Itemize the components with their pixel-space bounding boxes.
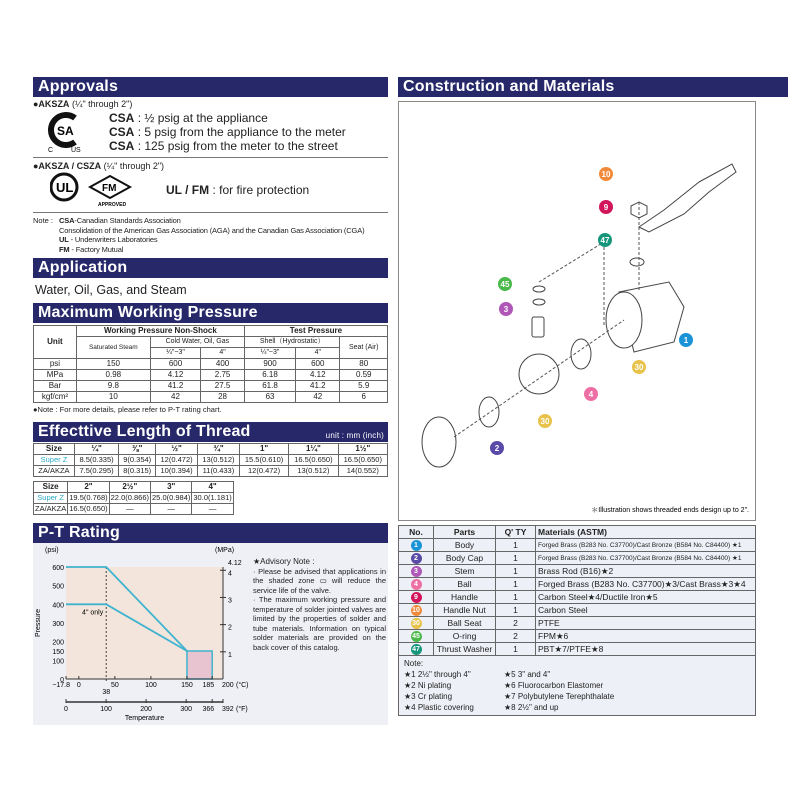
left-column — [33, 77, 388, 725]
x-tick: −17.8 — [52, 682, 70, 689]
elt-model: Super Z — [34, 455, 75, 466]
callout-4 — [584, 387, 598, 401]
mwp-cell: 0.59 — [340, 370, 388, 381]
mwp-cell: 10 — [76, 392, 150, 403]
mwp-unit: Bar — [34, 381, 77, 392]
elt-size-row — [34, 444, 388, 455]
svg-text:30: 30 — [540, 417, 550, 426]
mwp-cell: 400 — [201, 359, 245, 370]
part-name: Ball Seat — [434, 617, 496, 630]
part-qty: 2 — [496, 630, 536, 643]
mwp-cell: 0.98 — [76, 370, 150, 381]
callout-10 — [599, 167, 613, 181]
mwp-cell: 41.2 — [150, 381, 200, 392]
elt-cell: 8.5(0.335) — [74, 455, 118, 466]
part-material: Carbon Steel — [536, 604, 756, 617]
pt-header: P-T Rating — [33, 523, 388, 543]
y-tick: 500 — [52, 583, 64, 591]
x-tick: 0 — [76, 682, 81, 689]
mwp-cell: 600 — [150, 359, 200, 370]
elt-size: 1¼" — [289, 444, 338, 455]
svg-text:1: 1 — [683, 336, 689, 345]
mwp-cell: 61.8 — [244, 381, 295, 392]
elt-row — [34, 466, 388, 477]
elt-cell: 7.5(0.295) — [74, 466, 118, 477]
part-qty: 2 — [496, 617, 536, 630]
elt-cell: 13(0.512) — [289, 466, 338, 477]
parts-row — [399, 565, 756, 578]
pt-panel — [33, 543, 388, 725]
ul-fm-line: UL / FM : for fire protection — [166, 183, 310, 197]
parts-row — [399, 617, 756, 630]
group-label: ●AKSZA — [33, 99, 70, 109]
note-line: Consolidation of the American Gas Association (AGA) and the Canadian Gas Association (CGA) — [59, 225, 365, 235]
y2-tick: 3 — [228, 597, 232, 605]
elt-cell: — — [151, 504, 192, 515]
part-number-badge: 47 — [412, 646, 420, 653]
approval-group-1 — [33, 99, 388, 109]
part-material: FPM★6 — [536, 630, 756, 643]
elt-cell: 10(0.394) — [156, 466, 198, 477]
ul-fm-logos — [50, 171, 140, 209]
x-tick: 50 — [110, 682, 119, 689]
series-label: 4" only — [82, 609, 104, 617]
callout-30 — [632, 360, 646, 374]
mwp-row — [34, 381, 388, 392]
x2-tick: 366 — [202, 706, 215, 713]
callout-30 — [538, 414, 552, 428]
callout-45 — [498, 277, 512, 291]
mwp-note: ●Note : For more details, please refer to P-T rating chart. — [33, 405, 222, 414]
elt-model: ZA/AKZA — [35, 504, 67, 513]
elt-cell: 14(0.552) — [338, 466, 387, 477]
parts-row — [399, 604, 756, 617]
elt-model: ZA/AKZA — [34, 466, 75, 477]
part-number-badge: 30 — [412, 620, 420, 627]
elt-size: 2" — [68, 482, 109, 493]
svg-text:45: 45 — [500, 280, 510, 289]
footnote: ★1 2½" through 4" — [404, 670, 471, 679]
part-name: O-ring — [434, 630, 496, 643]
svg-text:3: 3 — [503, 305, 509, 314]
x-unit: (°C) — [236, 682, 249, 689]
mwp-header: Maximum Working Pressure — [33, 303, 388, 323]
y-tick: 100 — [52, 658, 64, 666]
elt-header: Effecttive Length of Thread unit : mm (inch) — [33, 422, 388, 442]
mwp-cell: 6 — [340, 392, 388, 403]
elt-size: Size — [34, 482, 68, 493]
construction-header: Construction and Materials — [398, 77, 788, 97]
svg-text:2: 2 — [494, 444, 500, 453]
svg-text:C: C — [48, 147, 54, 154]
part-name: Handle Nut — [434, 604, 496, 617]
callout-47 — [598, 233, 612, 247]
csa-lines — [109, 111, 346, 153]
x-tick: 200 — [222, 682, 234, 689]
y-tick: 600 — [52, 565, 64, 572]
application-text: Water, Oil, Gas, and Steam — [35, 283, 187, 297]
mwp-cell: 5.9 — [340, 381, 388, 392]
mwp-row — [34, 359, 388, 370]
mwp-unit: kgf/cm² — [34, 392, 77, 403]
mwp-cell: 27.5 — [201, 381, 245, 392]
advisory-item: · The maximum working pressure and temperature of solder jointed valves are limited by the properties of solder and tube materials. Information on typical solder materials are provided on the back cover of this catalog. — [253, 595, 386, 652]
diagram-box — [398, 101, 756, 521]
x2-tick: 200 — [140, 706, 152, 713]
elt-row — [34, 455, 388, 466]
part-name: Stem — [434, 565, 496, 578]
footnote: ★4 Plastic covering — [404, 703, 474, 712]
callout-2 — [490, 441, 504, 455]
elt-cell: 16.5(0.650) — [289, 455, 338, 466]
footnote: ★5 3" and 4" — [504, 670, 551, 679]
application-header: Application — [33, 258, 388, 278]
part-number-badge: 3 — [411, 566, 422, 577]
elt-size: 1" — [239, 444, 288, 455]
elt-cell: 16.5(0.650) — [69, 504, 108, 513]
part-qty: 1 — [496, 591, 536, 604]
handle-drawing — [639, 164, 736, 232]
svg-text:10: 10 — [601, 170, 611, 179]
mwp-cell: 6.18 — [244, 370, 295, 381]
mwp-cell: 41.2 — [296, 381, 340, 392]
mwp-cell: 80 — [340, 359, 388, 370]
elt-size: 4" — [192, 482, 233, 493]
x-tick: 100 — [145, 682, 157, 689]
mwp-cell: 4.12 — [296, 370, 340, 381]
x2-tick: 100 — [100, 706, 112, 713]
group-range: (¼" through 2") — [71, 99, 133, 109]
elt-cell: — — [192, 504, 233, 515]
footnote: ★7 Polybutylene Terephthalate — [504, 692, 615, 701]
part-number-badge: 9 — [411, 592, 422, 603]
x2-unit: (°F) — [236, 706, 248, 713]
approval-group-2: ●AKSZA / CSZA (¼" through 2") — [33, 161, 165, 171]
footnote: ★3 Cr plating — [404, 692, 453, 701]
mwp-cell: 4.12 — [150, 370, 200, 381]
thrust-washer-drawing — [630, 258, 644, 266]
y-label: Pressure — [35, 608, 42, 638]
elt-cell: 11(0.433) — [198, 466, 240, 477]
part-material: PBT★7/PTFE★8 — [536, 643, 756, 656]
elt-cell: 25.0(0.984) — [152, 493, 191, 502]
elt-cell: 19.5(0.768) — [69, 493, 108, 502]
advisory-note: ★Advisory Note : · Please be advised that applications in the shaded zone ▭ will reduce the service life of the valve. · The maximum working pressure and temperature of solder jointed valves are limited by the properties of solder and tube materials. Information on typical solder materials are provided on the back cover of this catalog. — [253, 557, 386, 652]
x-tick: 150 — [181, 682, 193, 689]
svg-text:SA: SA — [57, 124, 74, 138]
svg-text:47: 47 — [600, 236, 610, 245]
elt-cell: 12(0.472) — [156, 455, 198, 466]
marker-label: 38 — [102, 689, 111, 696]
callout-9 — [599, 200, 613, 214]
part-material: Forged Brass (B283 No. C37700)/Cast Bronze (B584 No. C84400) ★1 — [536, 552, 756, 565]
svg-text:4: 4 — [588, 390, 594, 399]
approvals-header: Approvals — [33, 77, 388, 97]
y-tick: 300 — [52, 621, 64, 628]
elt-cell: 30.0(1.181) — [193, 493, 232, 502]
footnote: ★8 2½" and up — [504, 703, 559, 712]
mwp-unit: psi — [34, 359, 77, 370]
y-tick: 200 — [52, 639, 64, 647]
elt-table-1 — [33, 443, 388, 477]
footnote: ★2 Ni plating — [404, 681, 452, 690]
parts-row — [399, 643, 756, 656]
elt-size: ⅜" — [119, 444, 156, 455]
part-name: Ball — [434, 578, 496, 591]
footnote: ★6 Fluorocarbon Elastomer — [504, 681, 604, 690]
y-tick: 150 — [52, 649, 64, 656]
mwp-cell: 600 — [296, 359, 340, 370]
elt-cell: 12(0.472) — [239, 466, 288, 477]
svg-text:APPROVED: APPROVED — [98, 202, 127, 208]
elt-size: ½" — [156, 444, 198, 455]
body-cap-drawing — [422, 417, 456, 467]
elt-size: 3" — [151, 482, 192, 493]
parts-notes: Note: ★1 2½" through 4" ★2 Ni plating ★3 Cr plating ★4 Plastic covering ★5 3" and 4" ★6 Fluorocarbon Elastomer ★7 Polybutylene Terephthalate ★8 2½" and up — [398, 656, 756, 716]
part-qty: 1 — [496, 539, 536, 552]
svg-text:30: 30 — [634, 363, 644, 372]
csa-line: CSA : ½ psig at the appliance — [109, 111, 268, 125]
mwp-cell: 2.75 — [201, 370, 245, 381]
callout-3 — [499, 302, 513, 316]
parts-row — [399, 539, 756, 552]
y-tick: 400 — [52, 602, 64, 610]
svg-text:UL: UL — [56, 180, 74, 195]
y2-tick: 1 — [228, 651, 232, 659]
part-material: Forged Brass (B283 No. C37700)/Cast Bronze (B584 No. C84400) ★1 — [536, 539, 756, 552]
mwp-cell: 42 — [296, 392, 340, 403]
elt-unit: unit : mm (inch) — [325, 431, 384, 440]
elt-table-2 — [33, 481, 234, 515]
part-qty: 1 — [496, 604, 536, 617]
mwp-cell: 9.8 — [76, 381, 150, 392]
y-tick: 0 — [60, 677, 64, 684]
elt-size: 1½" — [338, 444, 387, 455]
valve-exploded-diagram — [399, 102, 755, 520]
note-line: CSA-Canadian Standards Association — [59, 216, 181, 225]
elt-size: ¾" — [198, 444, 240, 455]
elt-cell: 8(0.315) — [119, 466, 156, 477]
x2-tick: 0 — [64, 706, 68, 713]
elt-cell: — — [109, 504, 150, 515]
part-qty: 1 — [496, 578, 536, 591]
part-number-badge: 1 — [411, 540, 422, 551]
stem-drawing — [532, 317, 544, 337]
mwp-row — [34, 392, 388, 403]
parts-table: No. Parts Q' TY Materials (ASTM) 1 Body 1 Forged Brass (B283 No. C37700)/Cast Bronze (B584 No. C84400) ★1 2 Body Cap 1 Forged Brass (B283 No. C37700)/Cast Bronze (B584 No. C84400) ★1 3 Stem 1 Brass Rod (B16)★2 4 Ball 1 Forged Brass (B283 No. C37700)★3/Cast Brass★3★4 9 Handle 1 Carbon Steel★4/Ductile Iron★5 10 Handle Nut 1 Carbon Steel 30 Ball Seat 2 PTFE 45 O-ring 2 FPM★6 47 Thrust Washer 1 PBT★7/PTFE★8 — [398, 525, 756, 656]
elt-size: 2½" — [109, 482, 150, 493]
divider — [33, 212, 388, 213]
elt-cell: 15.5(0.610) — [239, 455, 288, 466]
part-name: Body — [434, 539, 496, 552]
csa-line: CSA : 125 psig from the meter to the street — [109, 139, 338, 153]
part-name: Thrust Washer — [434, 643, 496, 656]
part-qty: 1 — [496, 643, 536, 656]
illustration-footnote: ＊Illustration shows threaded ends design up to 2". — [591, 507, 749, 514]
part-material: Carbon Steel★4/Ductile Iron★5 — [536, 591, 756, 604]
elt-size: ¼" — [74, 444, 118, 455]
advisory-item: · Please be advised that applications in the shaded zone ▭ will reduce the service life of the valve. — [253, 566, 386, 595]
note-line: UL - Underwriters Laboratories — [59, 235, 158, 244]
part-material: PTFE — [536, 617, 756, 630]
elt-model: Super Z — [34, 493, 68, 504]
x2-tick: 300 — [180, 706, 193, 713]
parts-row — [399, 552, 756, 565]
elt-row — [34, 504, 234, 515]
part-name: Body Cap — [434, 552, 496, 565]
note-line: FM - Factory Mutual — [59, 244, 124, 254]
y2-top: 4.12 — [228, 560, 242, 567]
part-material: Brass Rod (B16)★2 — [536, 565, 756, 578]
part-name: Handle — [434, 591, 496, 604]
elt-size-row — [34, 482, 234, 493]
y2-tick: 4 — [228, 570, 232, 578]
svg-text:9: 9 — [603, 203, 609, 212]
y2-tick: 2 — [228, 624, 232, 632]
elt-cell: 16.5(0.650) — [338, 455, 387, 466]
mwp-cell: 63 — [244, 392, 295, 403]
pt-chart — [33, 543, 251, 725]
elt-cell: 22.0(0.866) — [110, 493, 150, 502]
part-qty: 1 — [496, 565, 536, 578]
mwp-cell: 28 — [201, 392, 245, 403]
part-qty: 1 — [496, 552, 536, 565]
y-unit: (psi) — [45, 547, 59, 554]
callout-1 — [679, 333, 693, 347]
mwp-cell: 900 — [244, 359, 295, 370]
x-label: Temperature — [124, 715, 165, 722]
elt-size: Size — [34, 444, 75, 455]
svg-text:US: US — [71, 147, 81, 154]
x-tick: 185 — [202, 682, 215, 689]
shaded-zone — [187, 651, 212, 679]
csa-logo — [45, 110, 85, 154]
mwp-cell: 42 — [150, 392, 200, 403]
part-material: Forged Brass (B283 No. C37700)★3/Cast Brass★3★4 — [536, 578, 756, 591]
parts-row — [399, 630, 756, 643]
approval-notes: Note : CSA-Canadian Standards Association Consolidation of the American Gas Association (AGA) and the Canadian Gas Association (CGA) UL - Underwriters Laboratories FM - Factory Mutual — [33, 216, 388, 254]
elt-row — [34, 493, 234, 504]
y2-unit: (MPa) — [215, 547, 235, 554]
part-number-badge: 2 — [411, 553, 422, 564]
mwp-row — [34, 370, 388, 381]
right-column — [398, 77, 788, 716]
svg-text:FM: FM — [102, 183, 117, 194]
part-number-badge: 10 — [412, 607, 420, 614]
x2-tick: 392 — [222, 706, 234, 713]
part-number-badge: 4 — [411, 579, 422, 590]
elt-cell: 13(0.512) — [198, 455, 240, 466]
elt-cell: 9(0.354) — [119, 455, 156, 466]
csa-line: CSA : 5 psig from the appliance to the meter — [109, 125, 346, 139]
mwp-cell: 150 — [76, 359, 150, 370]
mwp-unit: MPa — [34, 370, 77, 381]
parts-row — [399, 578, 756, 591]
mwp-table: Unit Working Pressure Non-Shock Test Pressure Saturated Steam Cold Water, Oil, Gas Shell（Hydrostatic） Seat (Air) ¼"~3" 4" ¼"~3" 4" psi 150 600 400 900 600 80 MPa 0.98 4.12 2.75 6.18 4.12 0.59 Bar 9.8 41.2 27.5 61.8 41.2 5.9 kgf/cm² 10 42 28 63 42 6 — [33, 325, 388, 403]
part-number-badge: 45 — [412, 633, 420, 640]
divider — [33, 157, 388, 158]
parts-row — [399, 591, 756, 604]
